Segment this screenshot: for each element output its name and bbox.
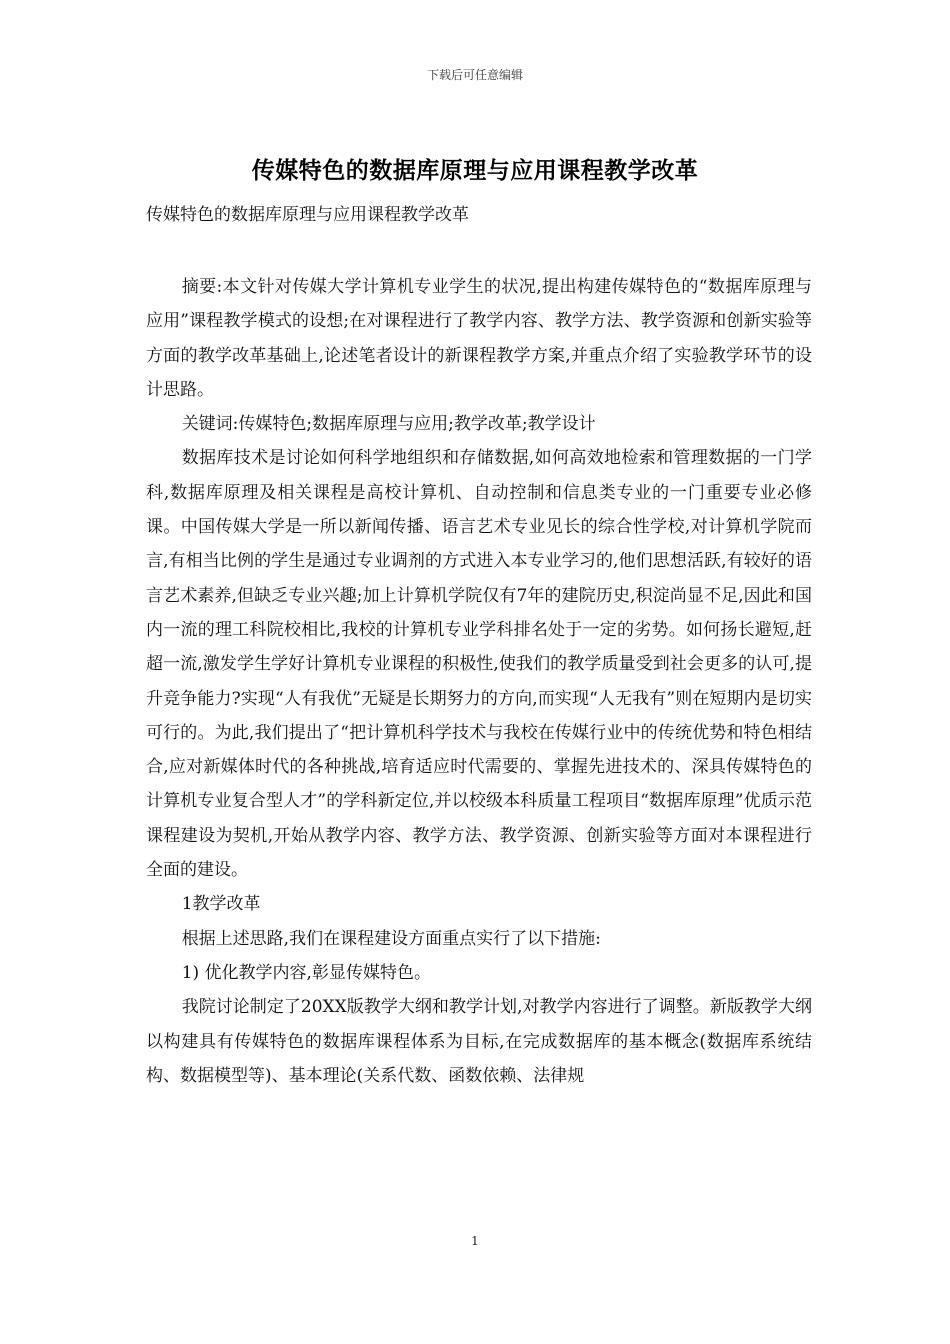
- document-subtitle: 传媒特色的数据库原理与应用课程教学改革: [146, 205, 469, 225]
- page-header: 下载后可任意编辑: [426, 68, 523, 82]
- intro-paragraph: 数据库技术是讨论如何科学地组织和存储数据,如何高效地检索和管理数据的一门学科,数据库原理及相关课程是高校计算机、自动控制和信息类专业的一门重要专业必修课。中国传媒大学是一所以新闻传播、语言艺术专业见长的综合性学校,对计算机学院而言,有相当比例的学生是通过专业调剂的方式进入本专业学习的,他们思想活跃,有较好的语言艺术素养,但缺乏专业兴趣;加上计算机学院仅有7年的建院历史,积淀尚显不足,因此和国内一流的理工科院校相比,我校的计算机专业学科排名处于一定的劣势。如何扬长避短,赶超一流,激发学生学好计算机专业课程的积极性,使我们的教学质量受到社会更多的认可,提升竞争能力?实现“人有我优”无疑是长期努力的方向,而实现“人无我有”则在短期内是切实可行的。为此,我们提出了“把计算机科学技术与我校在传媒行业中的传统优势和特色相结合,应对新媒体时代的各种挑战,培育适应时代需要的、掌握先进技术的、深具传媒特色的计算机专业复合型人才”的学科新定位,并以校级本科质量工程项目“数据库原理”优质示范课程建设为契机,开始从教学内容、教学方法、教学资源、创新实验等方面对本课程进行全面的建设。: [146, 448, 812, 881]
- list-item: 1) 优化教学内容,彰显传媒特色。: [181, 962, 431, 983]
- document-body: [146, 270, 812, 1093]
- abstract-paragraph: 摘要:本文针对传媒大学计算机专业学生的状况,提出构建传媒特色的“数据库原理与应用”课程教学模式的设想;在对课程进行了教学内容、教学方法、教学资源和创新实验等方面的教学改革基础上,论述笔者设计的新课程教学方案,并重点介绍了实验教学环节的设计思路。: [146, 277, 812, 400]
- measures-paragraph: 根据上述思路,我们在课程建设方面重点实行了以下措施:: [181, 928, 601, 949]
- keywords-paragraph: 关键词:传媒特色;数据库原理与应用;教学改革;教学设计: [181, 414, 596, 435]
- document-title: 传媒特色的数据库原理与应用课程教学改革: [251, 157, 699, 184]
- syllabus-paragraph: 我院讨论制定了20XX版教学大纲和教学计划,对教学内容进行了调整。新版教学大纲以构建具有传媒特色的数据库课程体系为目标,在完成数据库的基本概念(数据库系统结构、数据模型等)、基本理论(关系代数、函数依赖、法律规: [146, 997, 812, 1086]
- page-number: 1: [471, 1234, 479, 1248]
- section-heading: 1教学改革: [181, 894, 261, 915]
